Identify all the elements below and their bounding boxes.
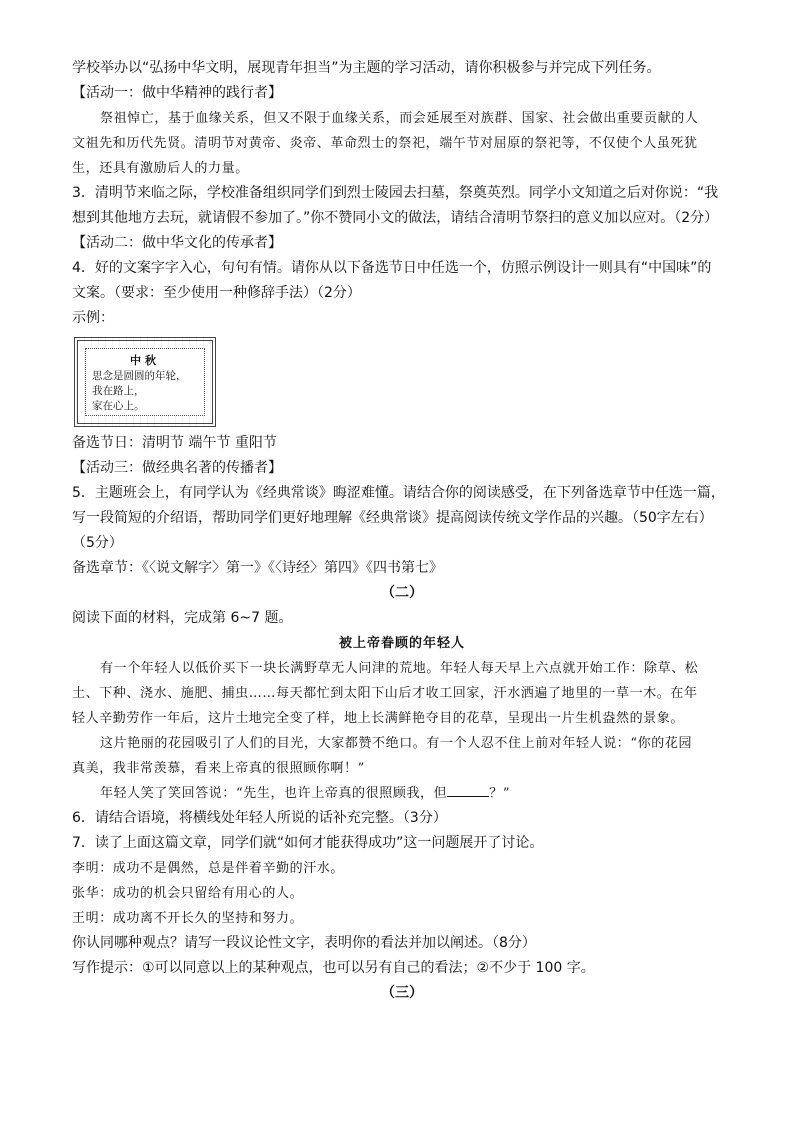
question-3-line-2: 想到其他地方去玩，就请假不参加了。”你不赞同小文的做法，请结合清明节祭扫的意义加以应对。（2分） [72, 210, 719, 226]
question-6: 6．请结合语境，将横线处年轻人所说的话补充完整。（3分） [72, 810, 447, 826]
example-card-line-3: 家在心上。 [92, 400, 145, 412]
question-7-ask: 你认同哪种观点？请写一段议论性文字，表明你的看法并加以阐述。（8分） [72, 935, 536, 951]
article-paragraph-3 [72, 781, 732, 806]
view-zhang-hua: 张华：成功的机会只留给有用心的人。 [72, 886, 304, 901]
question-7: 7．读了上面这篇文章，同学们就“如何才能获得成功”这一问题展开了讨论。 [72, 835, 544, 851]
intro-text: 学校举办以“弘扬中华文明，展现青年担当”为主题的学习活动，请你积极参与并完成下列任务。 [72, 60, 661, 76]
example-card-line-2: 我在路上， [92, 385, 145, 397]
question-7-hint: 写作提示：①可以同意以上的某种观点，也可以另有自己的看法；②不少于 100 字。 [72, 960, 595, 976]
question-5-line-1: 5．主题班会上，有同学认为《经典常谈》晦涩难懂。请结合你的阅读感受，在下列备选章节中任选一篇， [72, 485, 725, 501]
activity1-passage-line-1: 祭祖悼亡，基于血缘关系，但又不限于血缘关系，而会延展至对族群、国家、社会做出重要贡献的人 [100, 111, 699, 126]
example-card-inner [85, 348, 205, 416]
article-last-line-suffix: ？” [489, 786, 511, 801]
activity1-passage-line-2: 文祖先和历代先贤。清明节对黄帝、炎帝、革命烈士的祭祀，端午节对屈原的祭祀等，不仅使个人虽死犹 [72, 136, 698, 151]
article-title: 被上帝眷顾的年轻人 [338, 636, 465, 651]
activity1-passage-line-3: 生，还具有激励后人的力量。 [72, 161, 249, 176]
activity1-title: 【活动一：做中华精神的践行者】 [72, 85, 282, 101]
article-last-line-prefix: 年轻人笑了笑回答说：“先生，也许上帝真的很照顾我，但 [100, 786, 448, 801]
article-paragraph-1-line-3: 轻人辛勤劳作一年后，这片土地完全变了样，地上长满鲜艳夺目的花草，呈现出一片生机盎然的景象。 [72, 711, 685, 726]
example-card-line-1: 思念是圆圆的年轮， [92, 370, 187, 382]
question-4-line-2: 文案。（要求：至少使用一种修辞手法）（2分） [72, 285, 361, 301]
example-card-title: 中秋 [130, 354, 160, 367]
festival-options: 备选节日：清明节 端午节 重阳节 [72, 435, 277, 451]
answer-blank[interactable] [447, 783, 489, 797]
section-2-heading: （二） [381, 585, 423, 601]
article-paragraph-2-line-2: 真美，我非常羡慕，看来上帝真的很照顾你啊！” [72, 761, 365, 776]
article-paragraph-1-line-1: 有一个年轻人以低价买下一块长满野草无人问津的荒地。年轻人每天早上六点就开始工作：除草、松 [100, 661, 699, 676]
chapter-options: 备选章节：《〈说文解字〉第一》《〈诗经〉第四》《四书第七》 [72, 560, 443, 576]
article-paragraph-2-line-1: 这片艳丽的花园吸引了人们的目光，大家都赞不绝口。有一个人忍不住上前对年轻人说：“你的花园 [100, 736, 693, 751]
section-2-instruction: 阅读下面的材料，完成第 6~7 题。 [72, 610, 293, 626]
example-label: 示例： [72, 310, 114, 326]
question-3-line-1: 3．清明节来临之际，学校准备组织同学们到烈士陵园去扫墓，祭奠英烈。同学小文知道之后对你说：“我 [72, 185, 719, 201]
example-card [74, 337, 216, 427]
article-paragraph-1-line-2: 土、下种、浇水、施肥、捕虫……每天都忙到太阳下山后才收工回家，汗水洒遍了地里的一草一木。在年 [72, 686, 698, 701]
view-wang-ming: 王明：成功离不开长久的坚持和努力。 [72, 911, 304, 926]
exam-page [72, 56, 732, 1006]
question-4-line-1: 4．好的文案字字入心，句句有情。请你从以下备选节日中任选一个，仿照示例设计一则具有“中国味”的 [72, 260, 712, 276]
question-5-line-3: （5分） [72, 535, 123, 551]
activity2-title: 【活动二：做中华文化的传承者】 [72, 235, 282, 251]
view-li-ming: 李明：成功不是偶然，总是伴着辛勤的汗水。 [72, 861, 345, 876]
section-3-heading: （三） [381, 985, 423, 1001]
activity3-title: 【活动三：做经典名著的传播者】 [72, 460, 282, 476]
question-5-line-2: 写一段简短的介绍语，帮助同学们更好地理解《经典常谈》提高阅读传统文学作品的兴趣。（50字左右） [72, 510, 713, 526]
